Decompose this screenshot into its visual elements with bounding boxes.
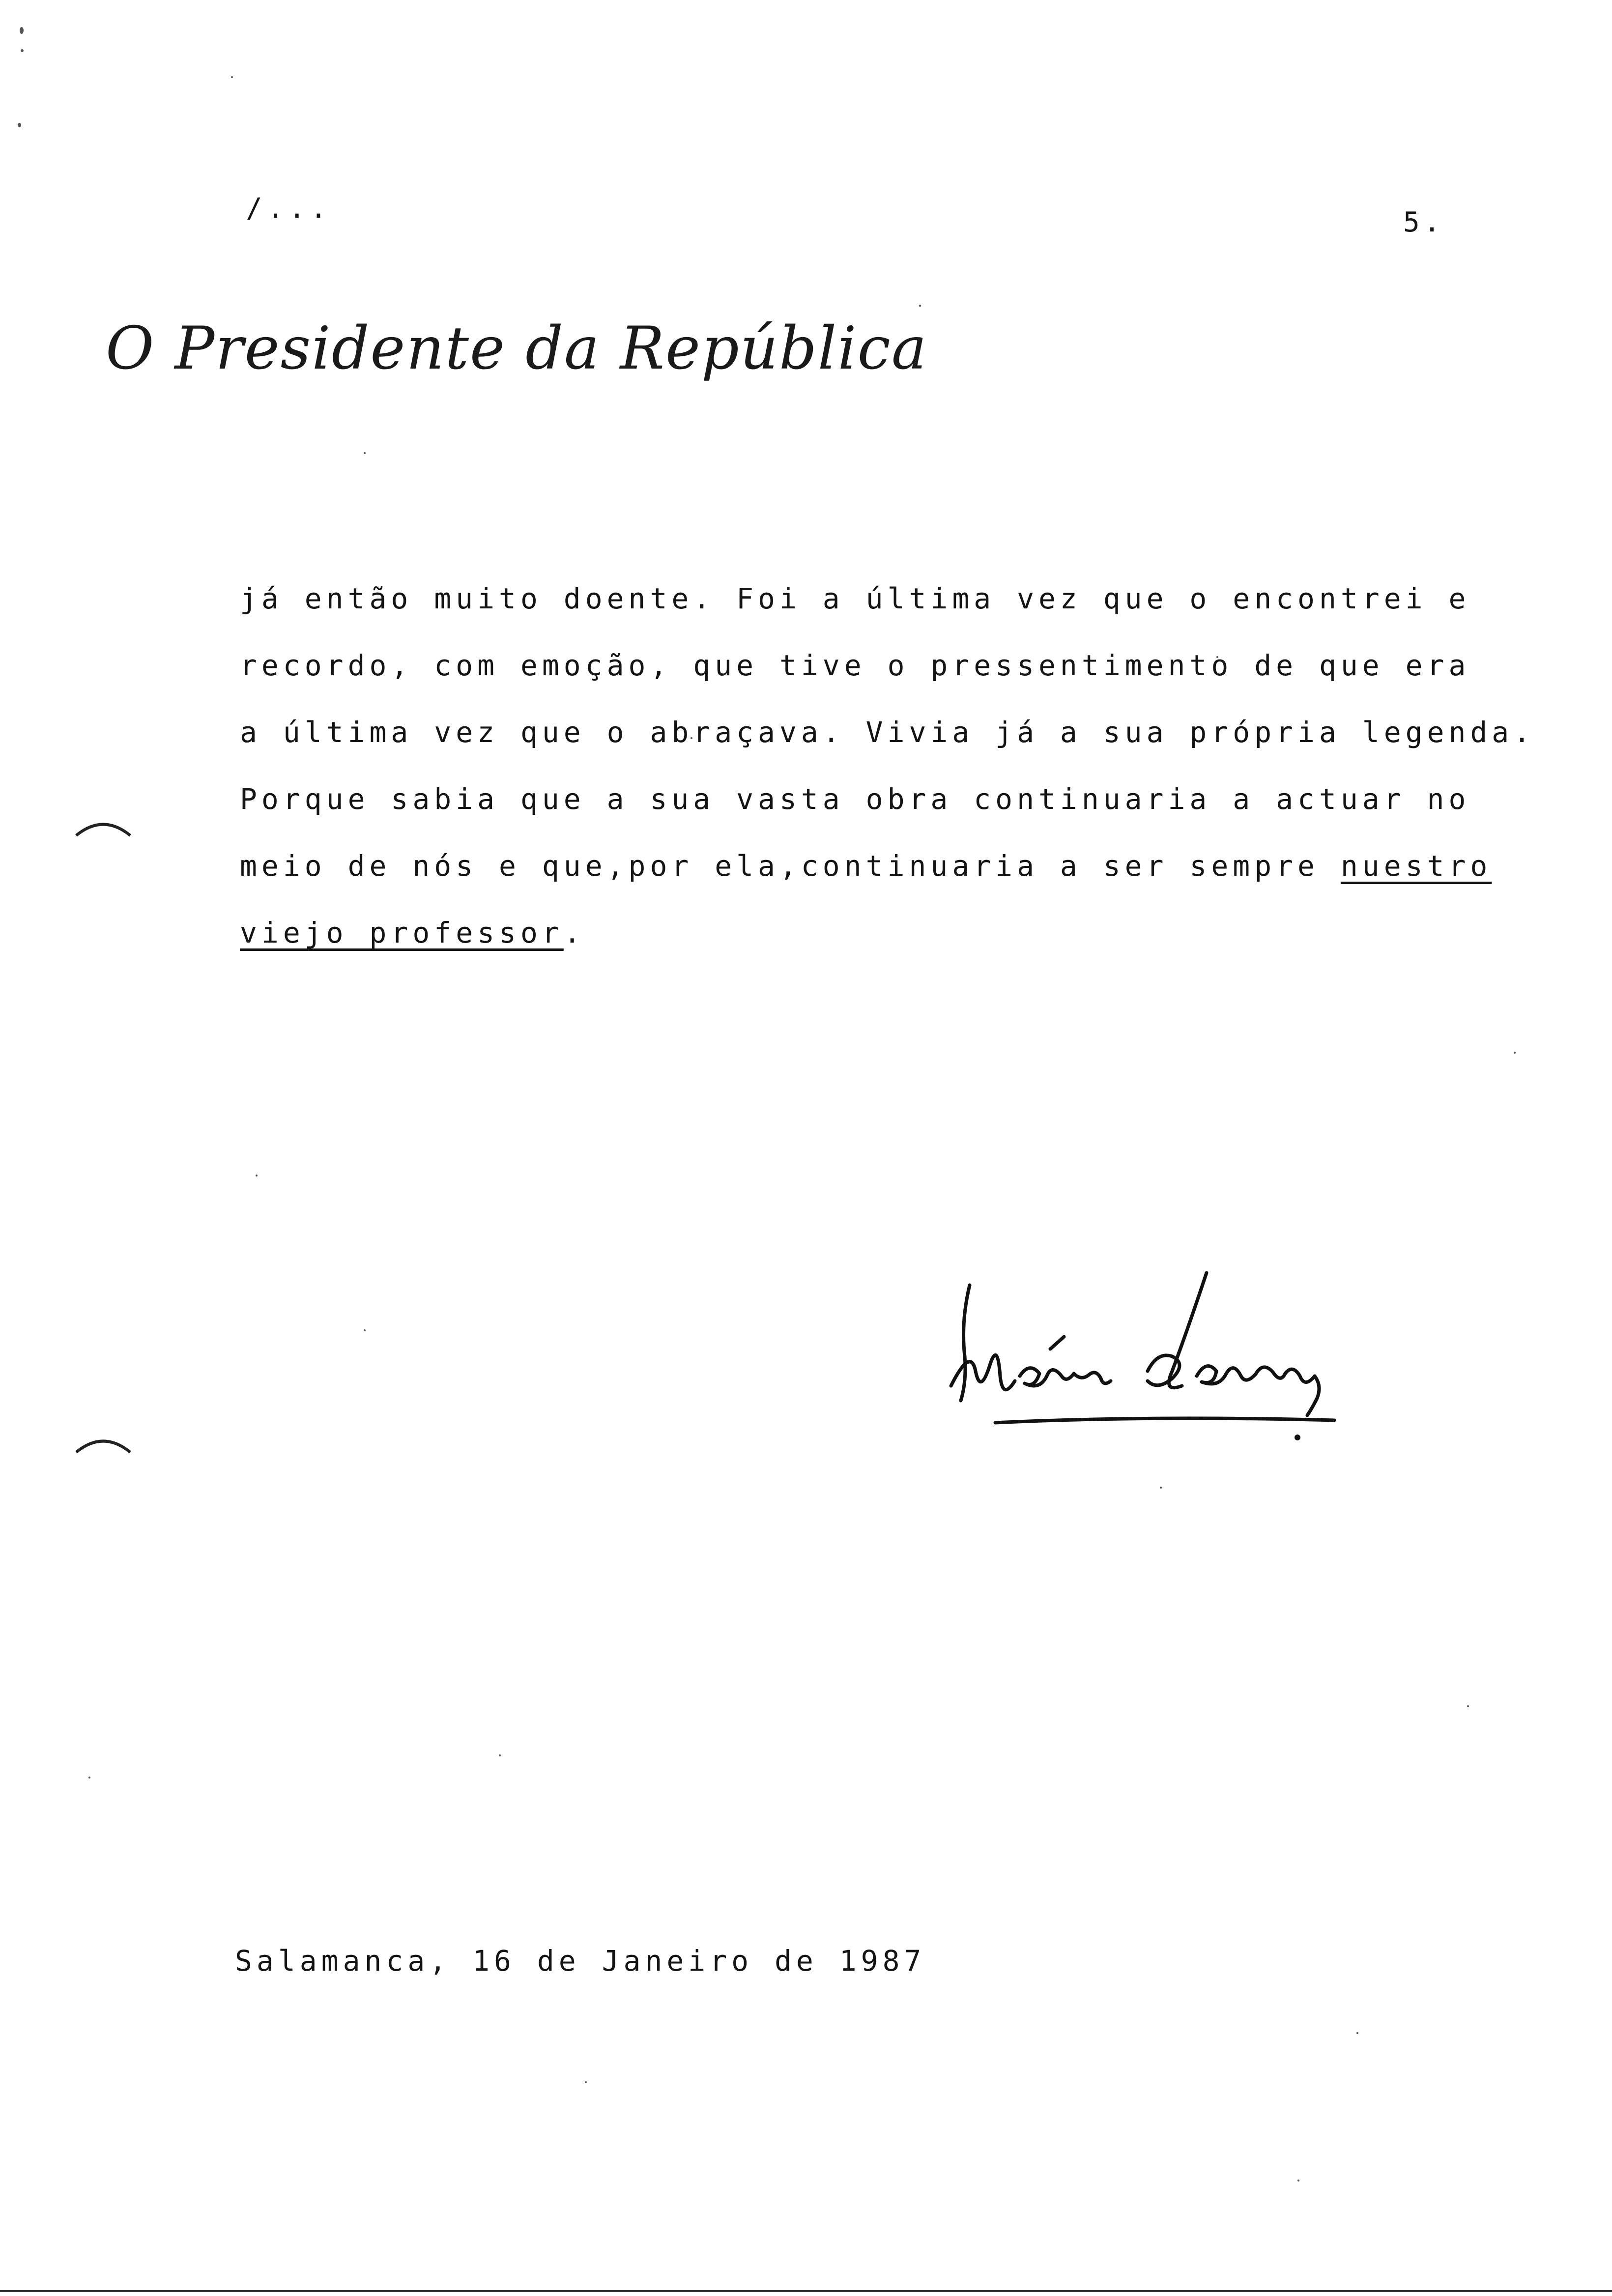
body-line: Porque sabia que a sua vasta obra continuaria a actuar no [240, 782, 1470, 816]
body-line: já então muito doente. Foi a última vez que o encontrei e [240, 582, 1470, 615]
punch-hole-mark [74, 816, 138, 845]
scan-speck [1514, 1052, 1516, 1054]
scan-speck [1356, 2032, 1358, 2034]
scan-speck [919, 305, 921, 307]
scan-speck [364, 1329, 366, 1331]
scan-speck [256, 1175, 258, 1177]
continuation-mark: /... [246, 193, 332, 225]
body-line: recordo, com emoção, que tive o pressentimento de que era [240, 649, 1470, 682]
scan-speck [231, 76, 233, 78]
body-line-text: meio de nós e que,por ela,continuaria a ser sempre [240, 849, 1341, 883]
handwritten-signature [941, 1258, 1339, 1445]
underlined-phrase: viejo professor [240, 916, 564, 949]
scan-speck [88, 1777, 90, 1779]
page-bottom-edge [0, 2290, 1612, 2292]
scan-speck [1297, 2180, 1299, 2181]
body-paragraph [240, 565, 1535, 966]
underlined-phrase: nuestro [1340, 849, 1492, 883]
body-line [240, 832, 1492, 899]
punch-hole-mark [74, 1433, 138, 1462]
body-line: a última vez que o abraçava. Vivia já a sua própria legenda. [240, 716, 1535, 749]
scan-speck [1160, 1487, 1162, 1489]
scan-speck [585, 2081, 587, 2083]
scan-speck [499, 1754, 501, 1756]
scan-speck [364, 452, 366, 454]
scan-speck [1467, 1705, 1469, 1707]
scan-speck [20, 27, 24, 34]
scan-speck [18, 123, 21, 127]
place-and-date: Salamanca, 16 de Janeiro de 1987 [235, 1944, 926, 1978]
letterhead-title: O Presidente da República [106, 315, 928, 383]
page-number: 5. [1403, 206, 1444, 238]
scan-speck [21, 49, 24, 52]
body-line [240, 899, 1440, 966]
period: . [563, 916, 585, 949]
